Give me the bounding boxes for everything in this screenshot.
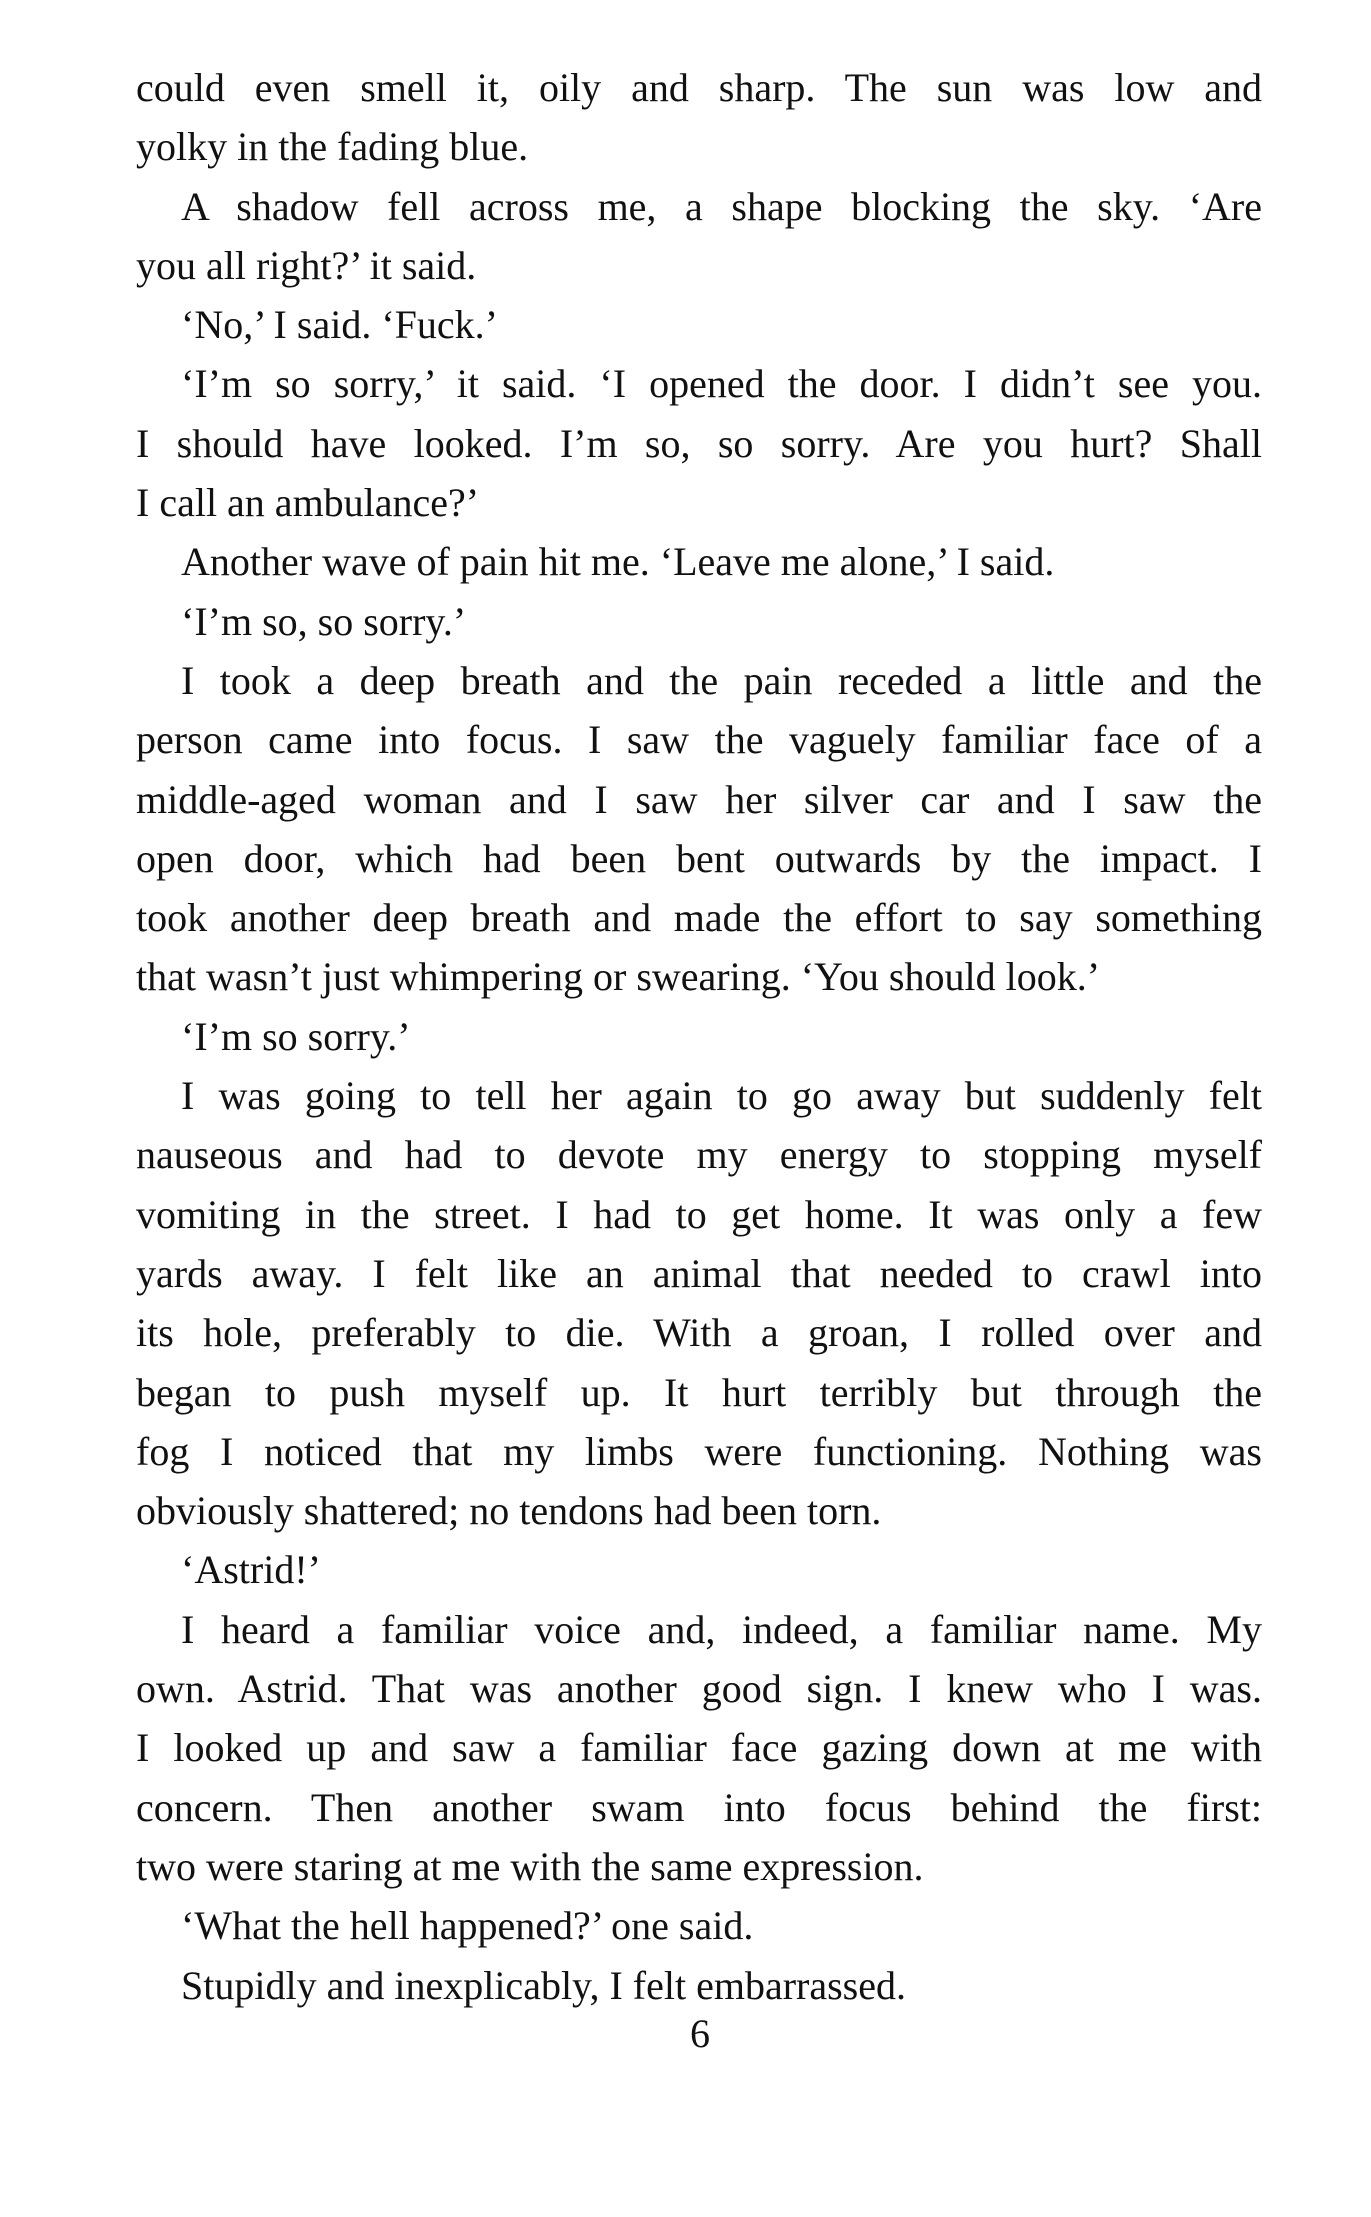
text-line: open door, which had been bent outwards by the impact. I bbox=[136, 835, 1262, 881]
text-line: A shadow fell across me, a shape blocking the sky. ‘Are bbox=[181, 183, 1262, 229]
text-line: nauseous and had to devote my energy to stopping myself bbox=[136, 1132, 1262, 1178]
text-line: I heard a familiar voice and, indeed, a familiar name. My bbox=[181, 1606, 1262, 1652]
text-line: own. Astrid. That was another good sign. I knew who I was. bbox=[136, 1666, 1262, 1712]
text-line: I was going to tell her again to go away but suddenly felt bbox=[181, 1073, 1262, 1119]
text-line: obviously shattered; no tendons had been torn. bbox=[136, 1488, 882, 1534]
text-line: ‘I’m so sorry.’ bbox=[181, 1013, 411, 1059]
text-line: I call an ambulance?’ bbox=[136, 480, 480, 526]
paragraph bbox=[136, 1600, 1262, 1896]
paragraph bbox=[136, 1066, 1262, 1540]
text-line: Another wave of pain hit me. ‘Leave me alone,’ I said. bbox=[181, 539, 1055, 585]
paragraph bbox=[136, 177, 1262, 296]
text-line: vomiting in the street. I had to get home. It was only a few bbox=[136, 1191, 1262, 1237]
text-line: yolky in the fading blue. bbox=[136, 124, 529, 170]
text-line: middle-aged woman and I saw her silver car and I saw the bbox=[136, 776, 1262, 822]
text-line: person came into focus. I saw the vaguely familiar face of a bbox=[136, 717, 1262, 763]
paragraph bbox=[136, 1896, 1262, 1955]
text-line: its hole, preferably to die. With a groan, I rolled over and bbox=[136, 1310, 1262, 1356]
text-line: ‘I’m so, so sorry.’ bbox=[181, 598, 467, 644]
book-page-text bbox=[136, 58, 1262, 2015]
text-line: could even smell it, oily and sharp. The sun was low and bbox=[136, 65, 1262, 110]
text-line: ‘No,’ I said. ‘Fuck.’ bbox=[181, 302, 498, 348]
text-line: took another deep breath and made the effort to say something bbox=[136, 895, 1262, 941]
page-number: 6 bbox=[690, 2011, 710, 2056]
text-line: ‘Astrid!’ bbox=[181, 1547, 321, 1593]
text-line: that wasn’t just whimpering or swearing. ‘You should look.’ bbox=[136, 954, 1101, 1000]
paragraph bbox=[136, 592, 1262, 651]
text-line: fog I noticed that my limbs were functioning. Nothing was bbox=[136, 1428, 1262, 1474]
paragraph bbox=[136, 1540, 1262, 1599]
text-line: concern. Then another swam into focus behind the first: bbox=[136, 1784, 1262, 1830]
text-line: yards away. I felt like an animal that needed to crawl into bbox=[136, 1250, 1262, 1296]
text-line: I took a deep breath and the pain receded a little and the bbox=[181, 657, 1262, 703]
text-line: ‘I’m so sorry,’ it said. ‘I opened the door. I didn’t see you. bbox=[181, 361, 1262, 407]
text-line: I looked up and saw a familiar face gazing down at me with bbox=[136, 1725, 1262, 1771]
paragraph bbox=[136, 651, 1262, 1007]
paragraph bbox=[136, 58, 1262, 177]
paragraph bbox=[136, 1007, 1262, 1066]
text-line: Stupidly and inexplicably, I felt embarrassed. bbox=[181, 1962, 906, 2008]
paragraph bbox=[136, 354, 1262, 532]
text-line: ‘What the hell happened?’ one said. bbox=[181, 1903, 754, 1949]
text-line: I should have looked. I’m so, so sorry. Are you hurt? Shall bbox=[136, 420, 1262, 466]
text-line: began to push myself up. It hurt terribly but through the bbox=[136, 1369, 1262, 1415]
paragraph bbox=[136, 295, 1262, 354]
paragraph bbox=[136, 532, 1262, 591]
text-line: you all right?’ it said. bbox=[136, 242, 477, 288]
paragraph bbox=[136, 1956, 1262, 2015]
text-line: two were staring at me with the same expression. bbox=[136, 1843, 924, 1889]
